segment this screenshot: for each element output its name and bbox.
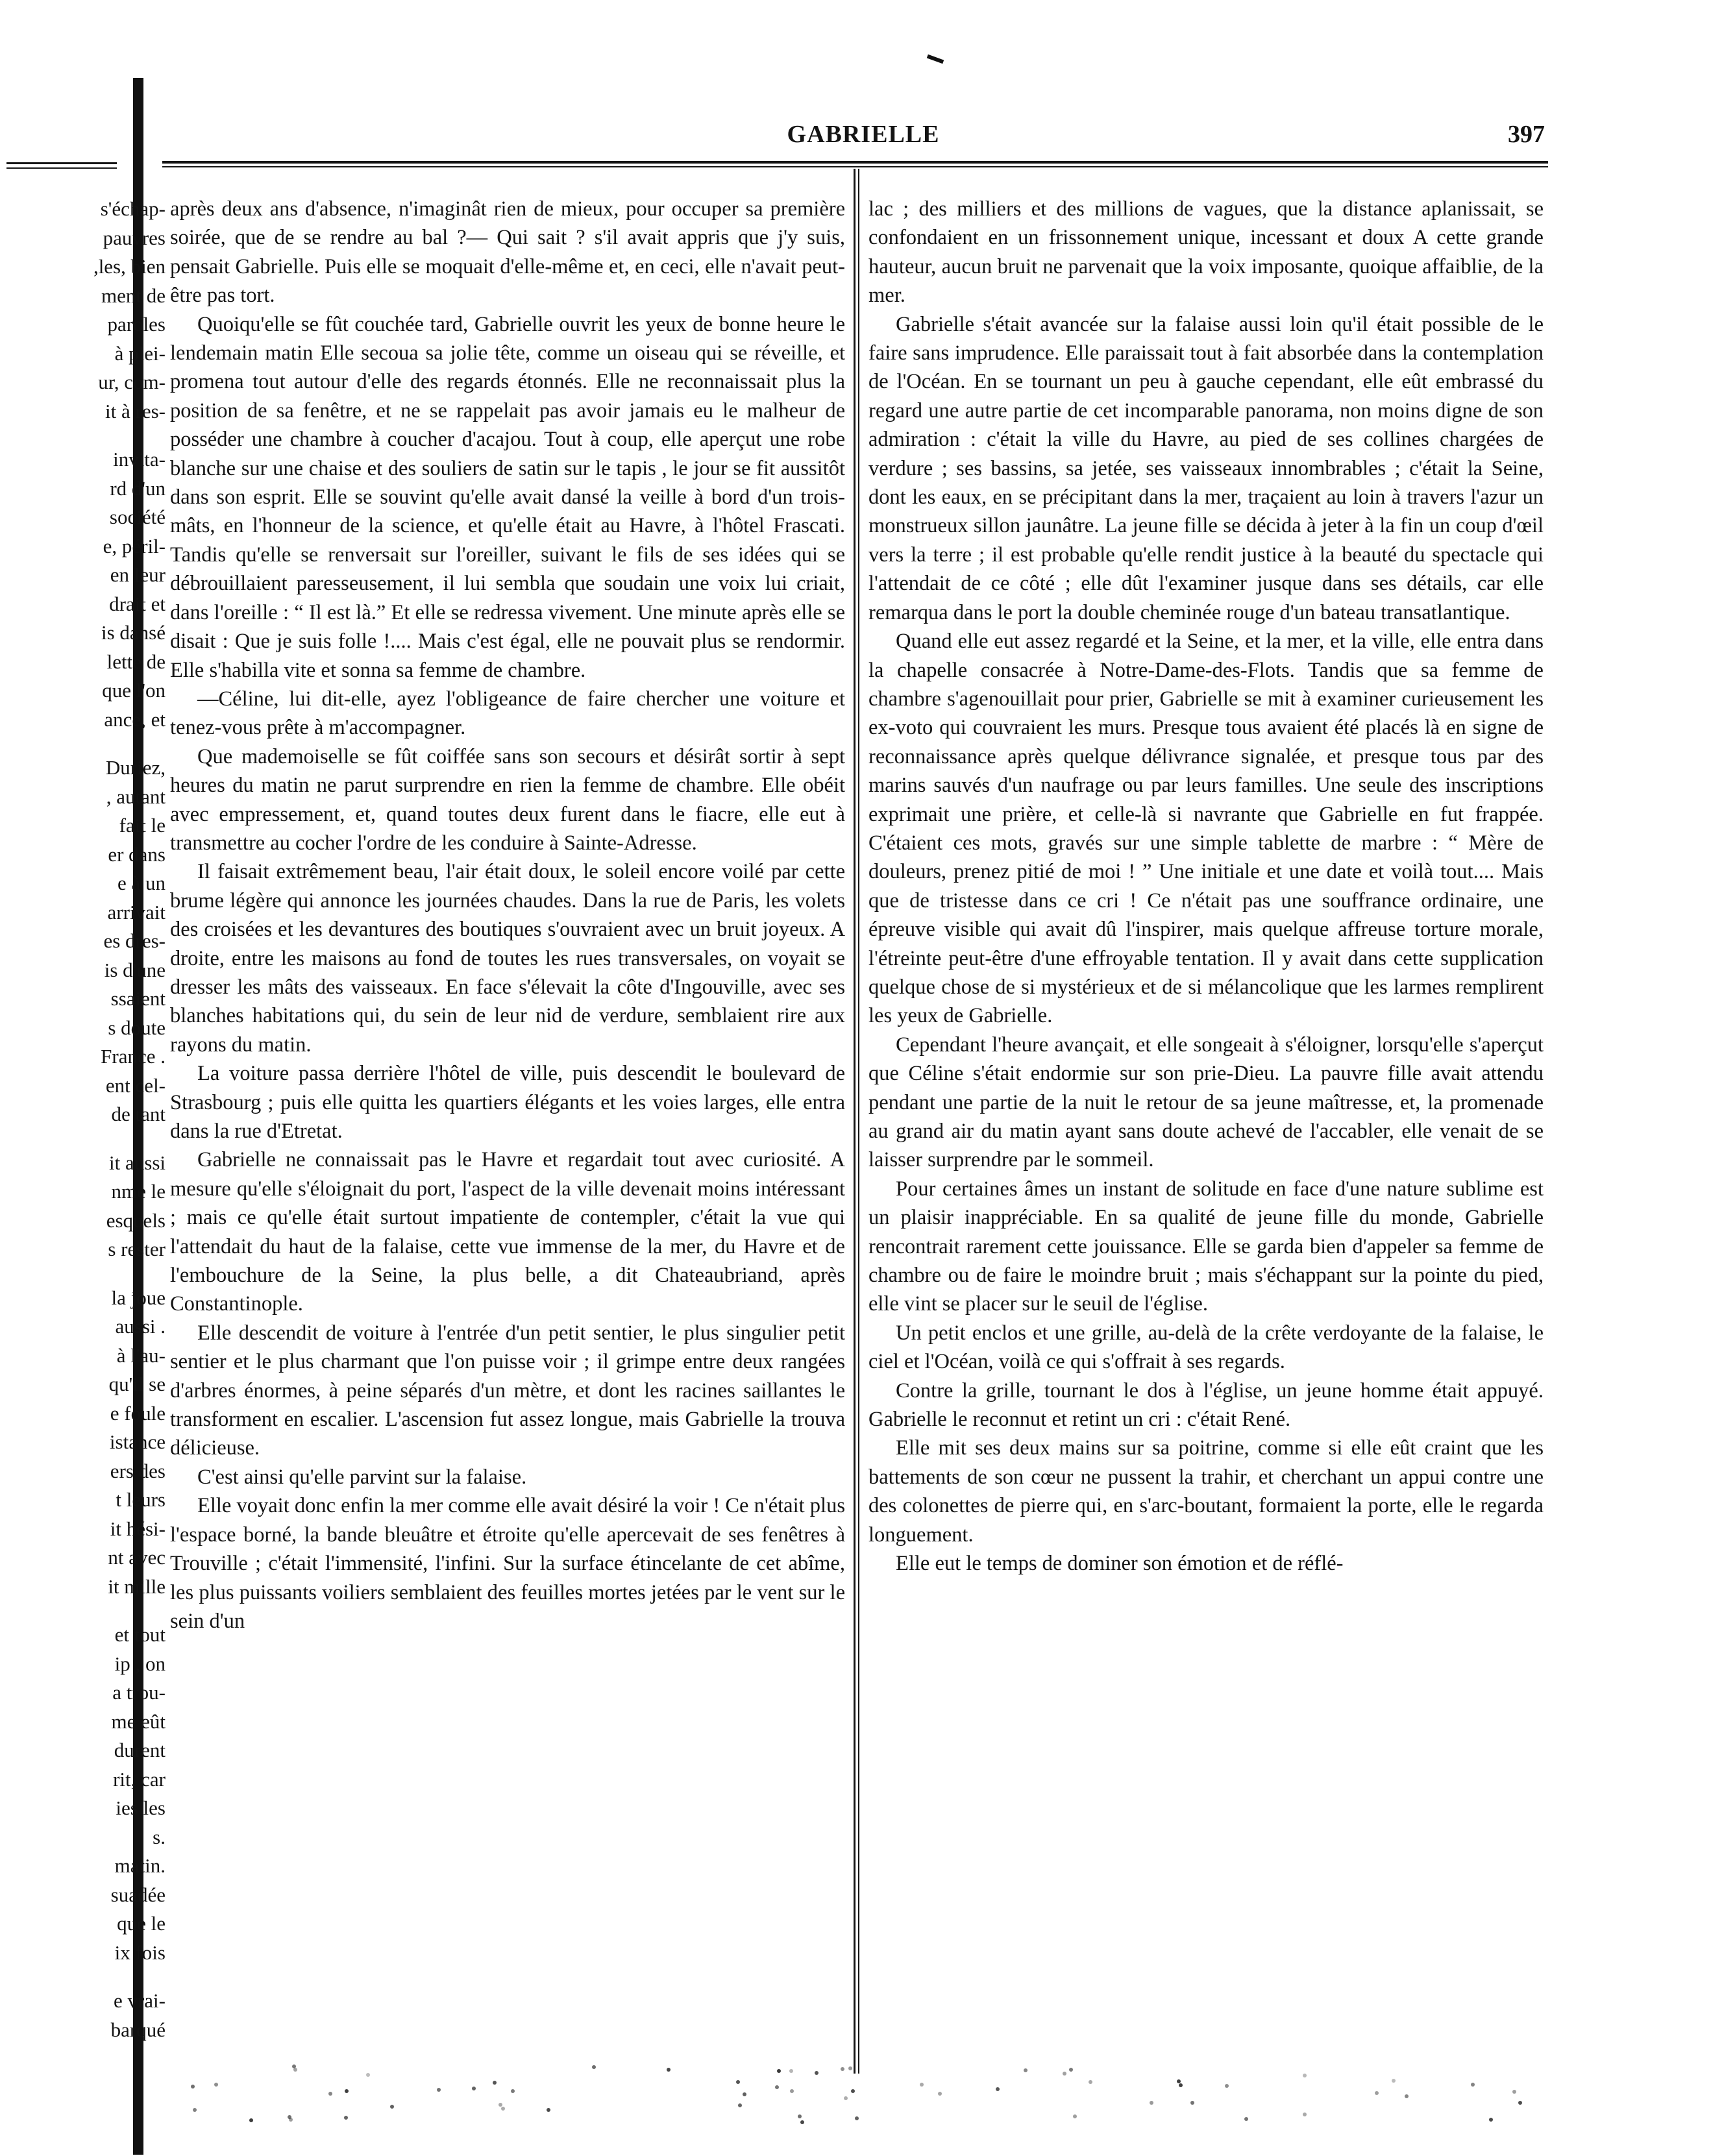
speckle xyxy=(499,2103,502,2107)
gutter-line: que le xyxy=(117,1912,166,1935)
speckle xyxy=(1063,2072,1066,2076)
gutter-line: ance, et xyxy=(104,707,166,731)
speckle xyxy=(345,2089,349,2093)
gutter-line: istance xyxy=(109,1430,166,1453)
gutter-line: it hési- xyxy=(110,1517,166,1540)
speckle xyxy=(328,2092,332,2096)
gutter-line: pauvres xyxy=(103,226,166,249)
speckle xyxy=(1303,2113,1307,2116)
speckle xyxy=(249,2118,253,2122)
gutter-line: ur, com- xyxy=(98,371,166,393)
speckle xyxy=(293,2068,297,2072)
gutter-line: et tout xyxy=(114,1623,166,1646)
gutter-line: ent cel- xyxy=(105,1073,166,1097)
gutter-line: à plei- xyxy=(114,341,166,365)
speckle xyxy=(1512,2090,1516,2094)
scan-noise xyxy=(182,2064,1545,2129)
gutter-line: s. xyxy=(153,1825,166,1848)
speckle xyxy=(1179,2083,1183,2087)
speckle xyxy=(938,2092,942,2096)
speckle xyxy=(738,2103,742,2107)
gutter-line: s rester xyxy=(108,1238,166,1260)
speckle xyxy=(743,2092,746,2096)
gutter-line: en leur xyxy=(110,563,166,586)
speckle xyxy=(848,2066,852,2070)
paragraph: Il faisait extrêmement beau, l'air était doux, le soleil encore voilé par cette brume légère qui annonce les journées chaudes. Dans la rue de Paris, les volets des croisées et les devantures des boutiques s'ouvraient avec un bruit joyeux. A droite, entre les maisons au fond de toutes les rues transversales, on voyait se dresser les mâts des vaisseaux. En face s'élevait la côte d'Ingouville, avec ses blanches habitations qui, du sein de leur nid de verdure, semblaient rire aux rayons du matin. xyxy=(170,860,845,1057)
speckle xyxy=(344,2116,348,2120)
paragraph: Elle descendit de voiture à l'entrée d'un petit sentier, le plus singulier petit sentier et le plus charmant que l'on puisse voir ; il grimpe entre deux rangées d'arbres énormes, à peine séparés d'un mètre, et dont les racines saillantes le transforment en escalier. L'ascension fut assez longue, mais Gabrielle la trouva délicieuse. xyxy=(170,1321,845,1460)
gutter-line: fait le xyxy=(119,814,166,837)
gutter-line: barqué xyxy=(110,2018,166,2041)
header-rule xyxy=(162,161,1548,164)
gutter-line: ix fois xyxy=(114,1941,166,1964)
gutter-gap xyxy=(0,734,166,753)
gutter-line: e vrai- xyxy=(113,1989,166,2012)
speckle xyxy=(736,2080,740,2084)
gutter-line: suadée xyxy=(110,1883,166,1906)
gutter-gap xyxy=(0,1129,166,1149)
gutter-line: s doute xyxy=(108,1016,166,1039)
speckle xyxy=(789,2069,793,2073)
paragraph: Gabrielle s'était avancée sur la falaise aussi loin qu'il était possible de le faire sans imprudence. Elle paraissait tout à fait absorbée dans la contemplation de l'Océan. En se tournant un peu à gauche cependant, elle eût embrassé du regard une autre partie de cet incomparable panorama, non moins digne de son admiration : c'était la ville du Havre, au pied de ses collines chargées de verdure ; ses bassins, sa jetée, ses vaisseaux innombrables ; c'était la Seine, dont les eaux, en se précipitant dans la mer, traçaient au loin à travers l'azur un monstrueux sillon jaunâtre. La jeune fille se décida à jeter à la fin un coup d'œil vers la terre ; il est probable qu'elle rendit justice à la beauté du spectacle qui l'attendait de ce côté ; elle dût l'examiner jusque dans ses détails, car elle remarqua dans le port la double cheminée rouge d'un bateau transatlantique. xyxy=(868,312,1544,624)
speckle xyxy=(1024,2068,1028,2072)
gutter-gap xyxy=(0,1264,166,1284)
gutter-line: it mille xyxy=(108,1574,166,1598)
speckle xyxy=(777,2069,781,2073)
speckle xyxy=(800,2120,804,2124)
gutter-line: e, péril- xyxy=(103,534,166,557)
paragraph: La voiture passa derrière l'hôtel de ville, puis descendit le boulevard de Strasbourg ; puis elle quitta les quartiers élégants et les voies larges, elle entra dans la rue d'Etretat. xyxy=(170,1062,845,1143)
paragraph: —Céline, lui dit-elle, ayez l'obligeance de faire chercher une voiture et tenez-vous prête à m'accompagner. xyxy=(170,687,845,740)
gutter-line: ment de xyxy=(101,284,166,307)
speckle xyxy=(547,2108,550,2112)
speckle xyxy=(1489,2118,1493,2122)
gutter-line: ies les xyxy=(116,1796,166,1819)
speckle xyxy=(667,2068,671,2072)
speckle xyxy=(1150,2101,1153,2105)
gutter-line: durent xyxy=(114,1739,166,1761)
speckle xyxy=(1069,2068,1073,2072)
gutter-line: nt avec xyxy=(108,1546,166,1569)
speckle xyxy=(851,2089,855,2093)
gutter-line: à l'au- xyxy=(116,1343,166,1367)
gutter-line: nme le xyxy=(111,1180,166,1203)
gutter-line: e à un xyxy=(117,872,166,894)
speckle xyxy=(1375,2091,1379,2095)
header-rule-thin xyxy=(162,166,1548,167)
speckle xyxy=(1471,2083,1475,2087)
gutter-line: rd d'un xyxy=(110,476,166,500)
speckle xyxy=(798,2114,802,2118)
paragraph: Elle voyait donc enfin la mer comme elle avait désiré la voir ! Ce n'était plus l'espace borné, la bande bleuâtre et étroite qu'elle apercevait de ses fenêtres à Trouville ; c'était l'immensité, l'infini. Sur la surface étincelante de cet abîme, les plus puissants voiliers semblaient des feuilles mortes jetées par le vent sur le sein d'un xyxy=(170,1494,845,1633)
gutter-line: que l'on xyxy=(102,679,166,702)
speckle xyxy=(437,2088,441,2092)
speckle xyxy=(289,2118,293,2122)
speckle xyxy=(844,2096,848,2100)
paragraph: lac ; des milliers et des millions de vagues, que la distance aplanissait, se confondaient en un frissonnement unique, incessant et doux A cette grande hauteur, aucun bruit ne parvenait que la voix imposante, quoique affaiblie, de la mer. xyxy=(868,197,1544,308)
speckle xyxy=(1405,2094,1409,2098)
speckle xyxy=(366,2073,370,2077)
gutter-line: aussi . xyxy=(115,1315,166,1338)
gutter-line: France . xyxy=(101,1045,166,1068)
speckle xyxy=(191,2085,195,2089)
gutter-line: qu'il se xyxy=(108,1373,166,1395)
speckle xyxy=(1089,2080,1092,2084)
speckle xyxy=(214,2083,218,2087)
paragraph: Elle mit ses deux mains sur sa poitrine, comme si elle eût craint que les battements de son cœur ne pussent la trahir, et cherchant un appui contre une des colonettes de pierre qui, en s'arc-boutant, formaient la porte, elle le regarda longuement. xyxy=(868,1436,1544,1547)
scan-tick-mark xyxy=(927,55,944,64)
speckle xyxy=(790,2089,794,2093)
column-divider-2 xyxy=(858,169,859,2074)
running-header-title: GABRIELLE xyxy=(787,121,940,148)
gutter-line: la joue xyxy=(111,1286,166,1309)
gutter-line: de tant xyxy=(111,1103,166,1125)
gutter-line: drait et xyxy=(109,592,166,615)
facing-page-gutter-text xyxy=(0,195,166,2044)
gutter-line: ,les, bien xyxy=(93,255,166,278)
paragraph: C'est ainsi qu'elle parvint sur la falaise. xyxy=(197,1465,527,1489)
speckle xyxy=(855,2116,859,2120)
gutter-line: s'échap- xyxy=(100,197,166,220)
gutter-line: a trou- xyxy=(112,1681,166,1704)
paragraph: Contre la grille, tournant le dos à l'église, un jeune homme était appuyé. Gabrielle le reconnut et retint un cri : c'était René. xyxy=(868,1378,1544,1432)
gutter-line: matin. xyxy=(114,1854,166,1877)
speckle xyxy=(1518,2101,1522,2105)
speckle xyxy=(996,2087,1000,2091)
gutter-line: is dansé xyxy=(101,621,166,644)
gutter-line: invita- xyxy=(113,448,166,471)
gutter-line: rit, car xyxy=(113,1767,166,1791)
speckle xyxy=(1073,2114,1077,2118)
gutter-line: Duriez, xyxy=(105,756,166,779)
gutter-line: paroles xyxy=(107,313,166,336)
speckle xyxy=(472,2087,476,2090)
left-margin-short-rule-2 xyxy=(6,167,117,169)
paragraph: Quand elle eut assez regardé et la Seine, et la mer, et la ville, elle entra dans la chapelle consacrée à Notre-Dame-des-Flots. Tandis que sa femme de chambre s'agenouillait pour prier, Gabrielle se mit à examiner curieusement les ex-voto qui couvraient les murs. Presque tous avaient été placés là en signe de reconnaissance après quelque délivrance signalée, et presque tous par des marins sauvés d'un naufrage ou par leurs familles. Une seule des inscriptions exprimait une prière, et celle-là si navrante que Gabrielle en fut frappée. C'étaient ces mots, gravés sur une simple tablette de marbre : “ Mère de douleurs, prenez pitié de moi ! ” Une initiale et une date et voilà tout.... Mais que de tristesse dans ce cri ! Ce n'était pas une souffrance ordinaire, une épreuve visible qui avait dû l'inspirer, mais quelque affreuse torture morale, l'étreinte peut-être d'une effroyable tentation. Il y avait dans cette supplication quelque chose de si mystérieux et de si mélancolique que les larmes remplirent les yeux de Gabrielle. xyxy=(868,630,1544,1028)
speckle xyxy=(1244,2117,1248,2121)
left-text-column xyxy=(170,195,845,1635)
speckle xyxy=(1190,2101,1194,2105)
speckle xyxy=(501,2107,505,2111)
speckle xyxy=(920,2083,924,2087)
speckle xyxy=(493,2081,497,2085)
gutter-line: e foule xyxy=(110,1401,166,1425)
speckle xyxy=(1303,2074,1307,2077)
speckle xyxy=(815,2071,819,2075)
speckle xyxy=(592,2065,596,2069)
speckle xyxy=(841,2067,844,2071)
gutter-line: ssaient xyxy=(110,987,166,1010)
gutter-line: ip , on xyxy=(114,1652,166,1675)
gutter-line: er dans xyxy=(108,842,166,866)
speckle xyxy=(1392,2079,1396,2083)
gutter-line: arrivait xyxy=(107,900,166,924)
speckle xyxy=(193,2108,197,2112)
gutter-line: esquels xyxy=(106,1208,166,1232)
page-number: 397 xyxy=(1508,121,1545,148)
gutter-line: es dres- xyxy=(103,929,166,952)
paragraph: Que mademoiselle se fût coiffée sans son secours et désirât sortir à sept heures du matin ne parut surprendre en rien la femme de chambre. Elle obéit avec empressement, et, quand toutes deux furent dans le fiacre, elle eut à transmettre au cocher l'ordre de les conduire à Sainte-Adresse. xyxy=(170,744,845,855)
gutter-line: , autant xyxy=(106,785,166,808)
paragraph: Gabrielle ne connaissait pas le Havre et regardait tout avec curiosité. A mesure qu'elle s'éloignait du port, l'aspect de la ville devenait moins intéressant ; mais ce qu'elle était surtout impatiente de contempler, c'était la vue qui l'attendait du haut de la falaise, cette vue immense de la mer, du Havre et de l'embouchure de la Seine, la plus belle, a dit Chateaubriand, après Constantinople. xyxy=(170,1148,845,1316)
gutter-gap xyxy=(0,1967,166,1987)
gutter-gap xyxy=(0,426,166,445)
speckle xyxy=(511,2089,515,2093)
left-margin-short-rule xyxy=(6,162,117,164)
paragraph: Quoiqu'elle se fût couchée tard, Gabrielle ouvrit les yeux de bonne heure le lendemain matin Elle secoua sa jolie tête, comme un oiseau qui se réveille, et promena tout autour d'elle des regards étonnés. Elle ne reconnaissait plus la position de sa fenêtre, et ne se rappelait pas avoir jamais eu le malheur de posséder une chambre à coucher d'acajou. Tout à coup, elle aperçut une robe blanche sur une chaise et des souliers de satin sur le tapis , le jour se fit aussitôt dans son esprit. Elle se souvint qu'elle avait dansé la veille à bord d'un trois-mâts, en l'honneur de la science, et qu'elle était au Havre, à l'hôtel Frascati. Tandis qu'elle se renversait sur l'oreiller, suivant le fils de ses idées qui se débrouillaient paresseusement, il lui sembla que soudain une voix lui criait, dans l'oreille : “ Il est là.” Et elle se redressa vivement. Une minute après elle se disait : Que je suis folle !.... Mais c'est égal, elle ne pouvait plus se rendormir. Elle s'habilla vite et sonna sa femme de chambre. xyxy=(170,312,845,682)
gutter-line: ers des xyxy=(110,1459,166,1482)
paragraph: Pour certaines âmes un instant de solitude en face d'une nature sublime est un plaisir inappréciable. En sa qualité de jeune fille du monde, Gabrielle rencontrait rarement cette jouissance. Elle se garda bien d'appeler sa femme de chambre ou de faire le moindre bruit ; mais s'échappant sur la pointe du pied, elle vint se placer sur le seuil de l'église. xyxy=(868,1177,1544,1316)
gutter-gap xyxy=(0,1601,166,1621)
paragraph: Un petit enclos et une grille, au-delà de la crête verdoyante de la falaise, le ciel et l'Océan, voilà ce qui s'offrait à ses regards. xyxy=(868,1321,1544,1374)
right-text-column xyxy=(868,195,1544,1578)
gutter-line: me eût xyxy=(111,1709,166,1733)
speckle xyxy=(775,2085,779,2089)
speckle xyxy=(390,2105,394,2109)
paragraph: Elle eut le temps de dominer son émotion et de réflé- xyxy=(896,1552,1344,1576)
speckle xyxy=(1225,2084,1229,2088)
paragraph: Cependant l'heure avançait, et elle songeait à s'éloigner, lorsqu'elle s'aperçut que Céline s'était endormie sur son prie-Dieu. La pauvre fille avait attendu pendant une partie de la nuit le retour de sa jeune maîtresse, et, la promenade au grand air du matin ayant sans doute achevé de l'accabler, elle venait de se laisser surprendre par le sommeil. xyxy=(868,1033,1544,1172)
gutter-line: it à res- xyxy=(105,399,166,423)
gutter-line: lette de xyxy=(106,650,166,673)
gutter-line: is d'une xyxy=(104,958,166,981)
column-divider xyxy=(854,169,856,2074)
gutter-line: société xyxy=(109,506,166,528)
gutter-line: t leurs xyxy=(116,1488,166,1511)
paragraph: après deux ans d'absence, n'imaginât rien de mieux, pour occuper sa première soirée, que de se rendre au bal ?— Qui sait ? s'il avait appris que j'y suis, pensait Gabrielle. Puis elle se moquait d'elle-même et, en ceci, elle n'avait peut-être pas tort. xyxy=(170,197,845,308)
gutter-line: it aussi xyxy=(109,1151,166,1174)
